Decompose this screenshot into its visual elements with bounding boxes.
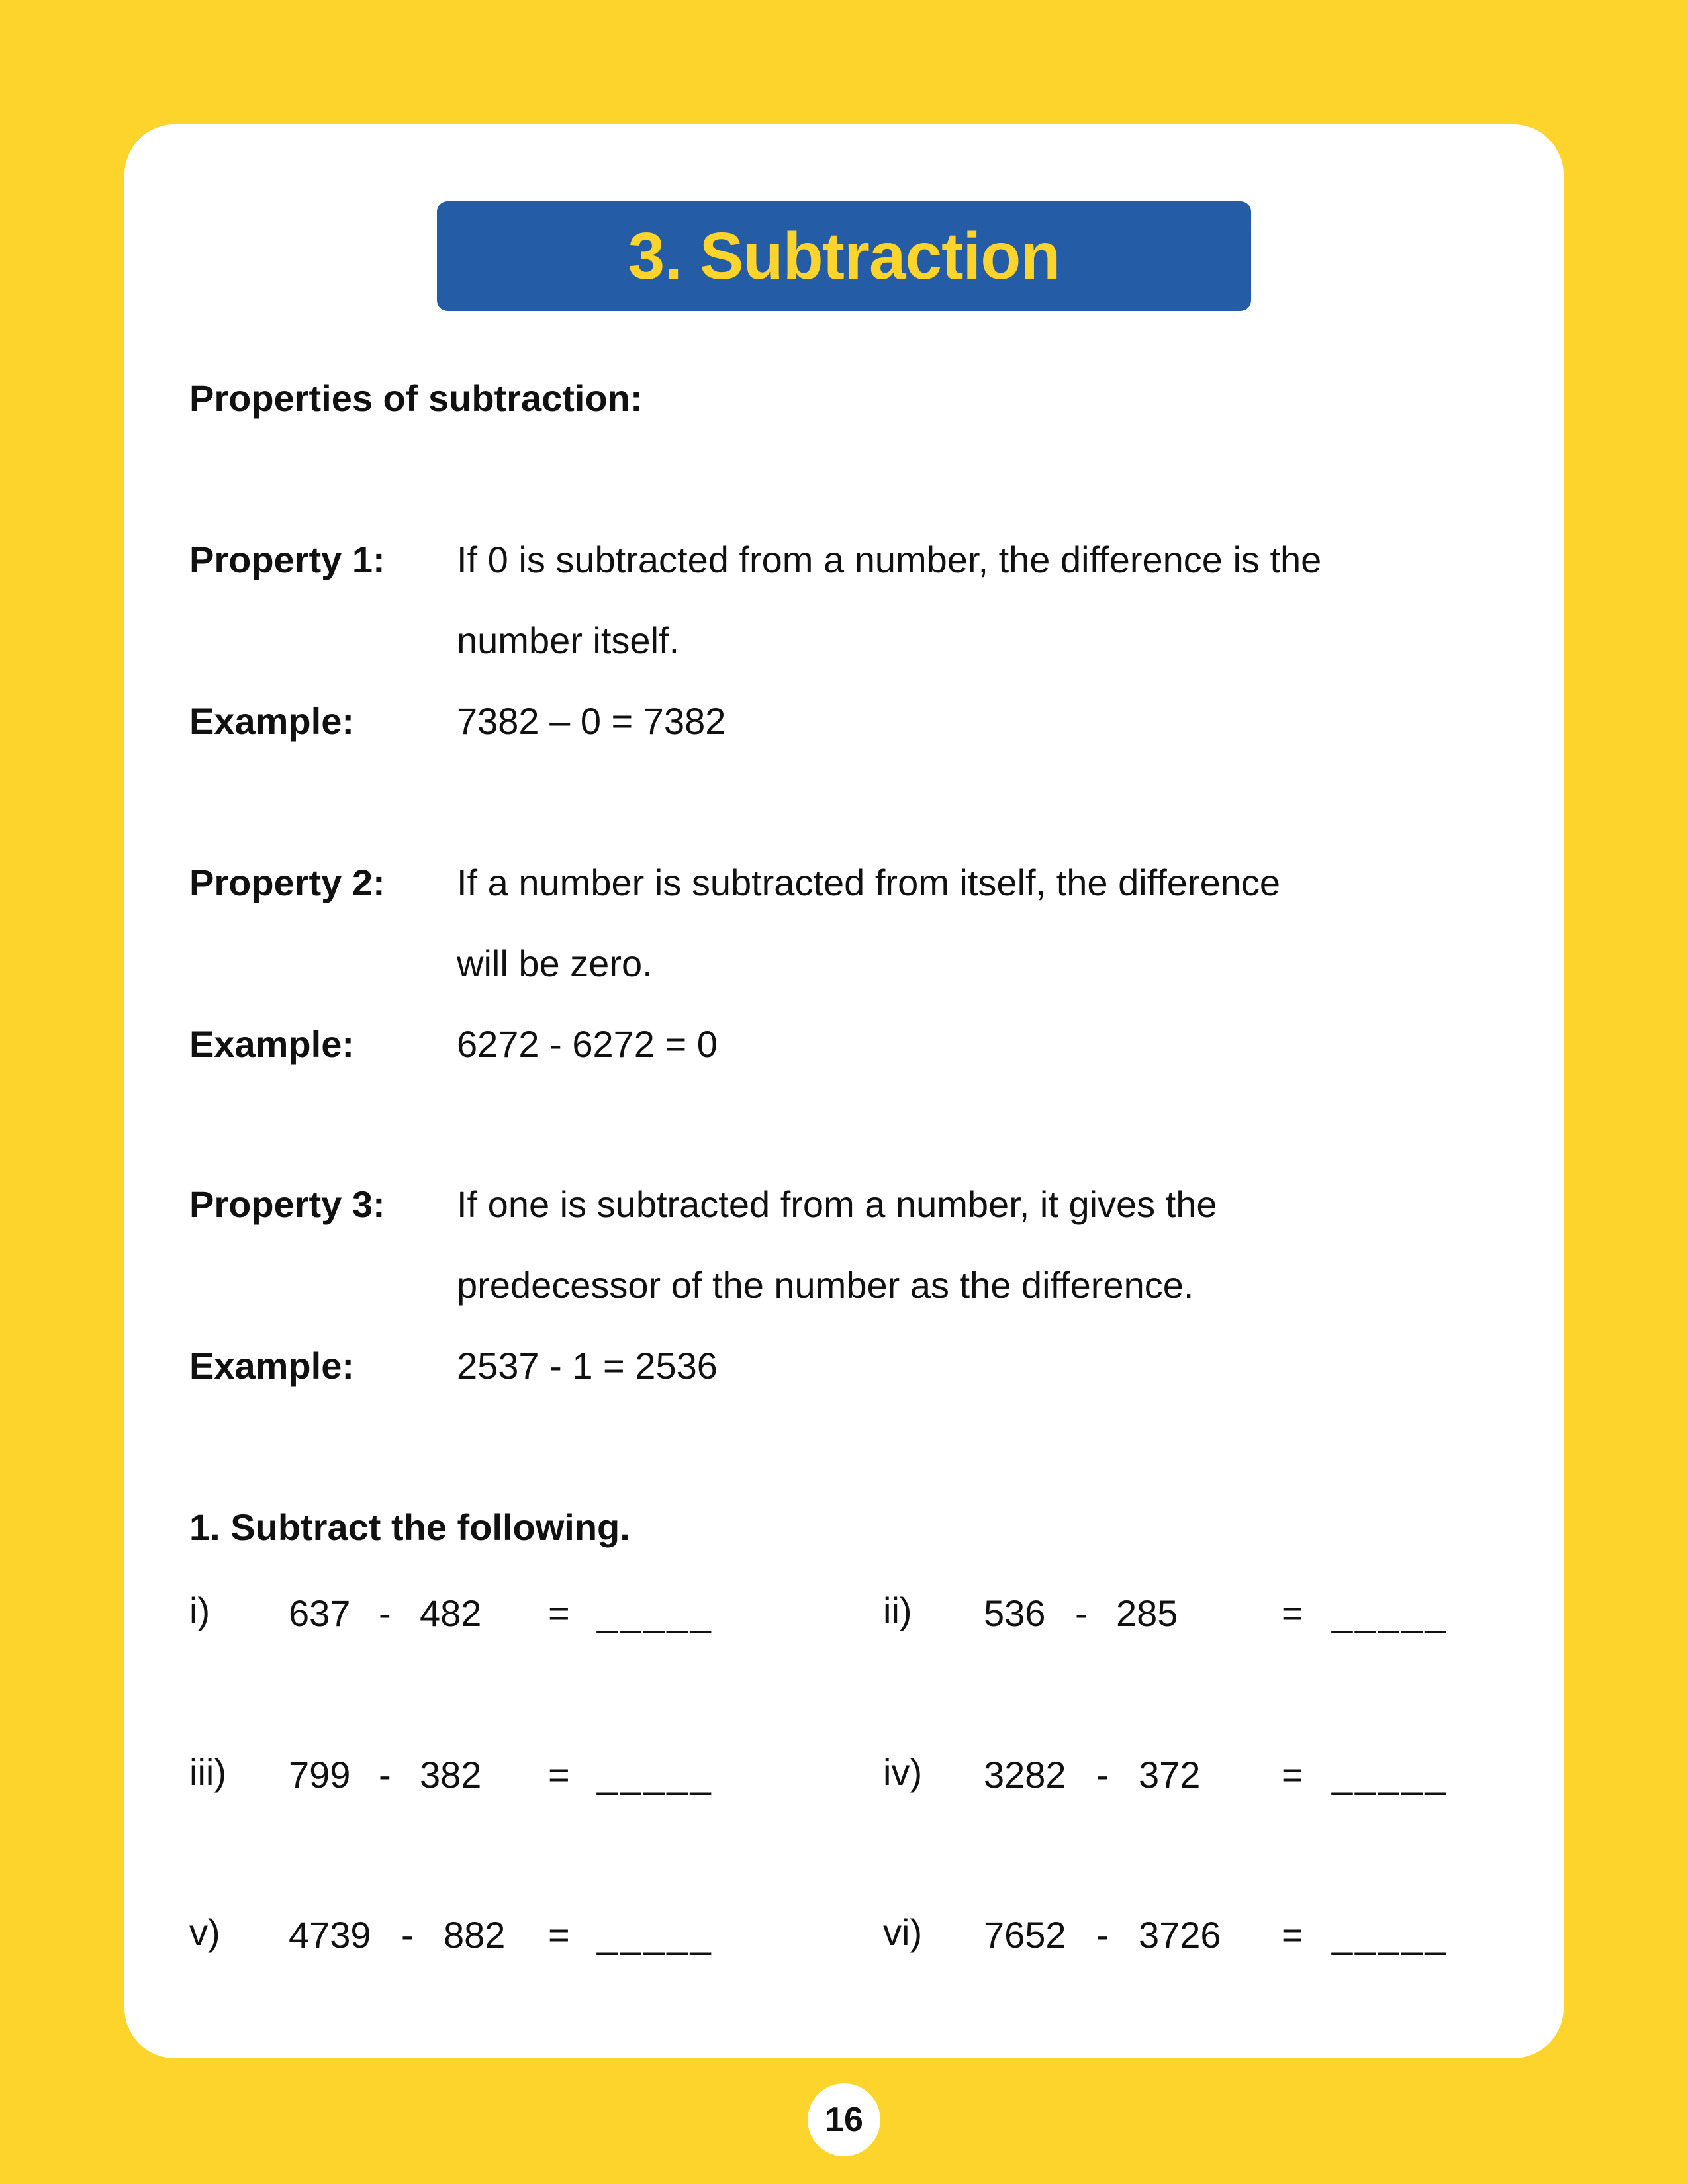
problem-subtrahend: 882 xyxy=(444,1914,506,1956)
property-3-line-2: predecessor of the number as the difference. xyxy=(457,1264,1194,1306)
equals-sign: = xyxy=(1282,1592,1303,1634)
example-2-text: 6272 - 6272 = 0 xyxy=(457,1023,718,1065)
page-number: 16 xyxy=(825,2101,863,2139)
minus-sign: - xyxy=(401,1914,414,1956)
example-1-label: Example: xyxy=(189,700,354,742)
page-number-badge xyxy=(808,2083,880,2156)
problem-subtrahend: 382 xyxy=(420,1754,482,1796)
problem-minuend: 7652 xyxy=(984,1914,1066,1956)
problem-minuend: 536 xyxy=(984,1592,1046,1634)
equals-sign: = xyxy=(548,1592,570,1634)
problem-subtrahend: 482 xyxy=(420,1592,482,1634)
example-3-label: Example: xyxy=(189,1345,354,1387)
equals-sign: = xyxy=(1282,1754,1303,1796)
problem-number: i) xyxy=(189,1590,211,1631)
answer-blank[interactable]: _____ xyxy=(1332,1754,1448,1796)
problem-minuend: 3282 xyxy=(984,1754,1066,1796)
intro-heading: Properties of subtraction: xyxy=(189,377,643,419)
minus-sign: - xyxy=(1096,1914,1109,1956)
minus-sign: - xyxy=(1096,1754,1109,1796)
problem-number: v) xyxy=(189,1911,220,1953)
property-1-line-2: number itself. xyxy=(457,619,680,661)
problem-minuend: 4739 xyxy=(289,1914,371,1956)
title-banner xyxy=(437,201,1251,311)
answer-blank[interactable]: _____ xyxy=(1332,1592,1448,1634)
equals-sign: = xyxy=(548,1914,570,1956)
answer-blank[interactable]: _____ xyxy=(597,1914,714,1956)
minus-sign: - xyxy=(1075,1592,1088,1634)
page-title: 3. Subtraction xyxy=(628,219,1060,293)
problem-subtrahend: 372 xyxy=(1139,1754,1201,1796)
example-2-label: Example: xyxy=(189,1023,354,1065)
problem-minuend: 799 xyxy=(289,1754,351,1796)
answer-blank[interactable]: _____ xyxy=(597,1754,714,1796)
property-3-line-1: If one is subtracted from a number, it gives the xyxy=(457,1183,1217,1225)
minus-sign: - xyxy=(379,1754,391,1796)
property-2-label: Property 2: xyxy=(189,862,385,903)
example-1-text: 7382 – 0 = 7382 xyxy=(457,700,726,742)
problem-number: vi) xyxy=(883,1911,923,1953)
example-3-text: 2537 - 1 = 2536 xyxy=(457,1345,718,1387)
problem-subtrahend: 285 xyxy=(1116,1592,1178,1634)
answer-blank[interactable]: _____ xyxy=(1332,1914,1448,1956)
problem-number: ii) xyxy=(883,1590,912,1631)
equals-sign: = xyxy=(548,1754,570,1796)
exercise-heading: 1. Subtract the following. xyxy=(189,1506,630,1548)
minus-sign: - xyxy=(379,1592,391,1634)
property-1-label: Property 1: xyxy=(189,539,385,580)
property-2-line-1: If a number is subtracted from itself, the difference xyxy=(457,862,1281,903)
problem-number: iv) xyxy=(883,1751,923,1793)
problem-number: iii) xyxy=(189,1751,226,1793)
property-3-label: Property 3: xyxy=(189,1183,385,1225)
answer-blank[interactable]: _____ xyxy=(597,1592,714,1634)
problem-minuend: 637 xyxy=(289,1592,351,1634)
property-2-line-2: will be zero. xyxy=(457,942,653,984)
problem-subtrahend: 3726 xyxy=(1139,1914,1221,1956)
equals-sign: = xyxy=(1282,1914,1303,1956)
property-1-line-1: If 0 is subtracted from a number, the difference is the xyxy=(457,539,1322,580)
